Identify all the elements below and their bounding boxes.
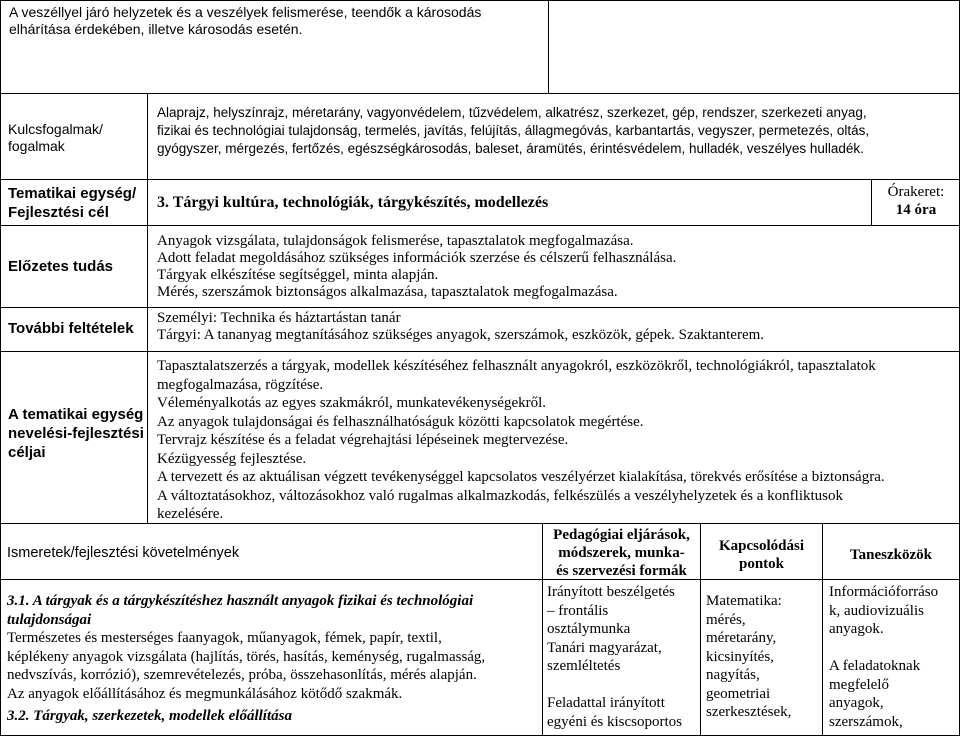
ismeretek-header: Ismeretek/fejlesztési követelmények bbox=[7, 545, 240, 561]
kapcsolodasi-body bbox=[706, 592, 821, 722]
kapcsolodasi-header bbox=[701, 537, 822, 573]
pedagogiai-body bbox=[547, 583, 699, 731]
celok-label bbox=[8, 405, 143, 462]
taneszkozok-header: Taneszközök bbox=[850, 547, 932, 563]
tematikai-label bbox=[8, 184, 143, 222]
kapcsolodasi-line-2: mérés, bbox=[706, 611, 746, 628]
celok-line-9: kezelésére. bbox=[157, 506, 224, 522]
kapcsolodasi-line-1: Matematika: bbox=[706, 593, 782, 609]
ismeretek-text-line-4: Az anyagok előállításához és megmunkálásához kötődő szakmák. bbox=[7, 685, 403, 702]
celok-line-8: A változtatásokhoz, változásokhoz való rugalmas alkalmazkodás, felkészülés a veszélyhelyzetek és a konfliktusok bbox=[157, 487, 844, 504]
orakeret-value: 14 óra bbox=[895, 202, 937, 218]
ismeretek-title-line-2: tulajdonságai bbox=[7, 611, 92, 628]
kapcsolodasi-line-5: nagyítás, bbox=[706, 667, 760, 683]
celok-line-2: megfogalmazása, rögzítése. bbox=[157, 376, 324, 393]
ismeretek-title-line-1: 3.1. A tárgyak és a tárgykészítéshez használt anyagok fizikai és technológiai bbox=[7, 593, 474, 609]
orakeret bbox=[872, 184, 960, 219]
top-line-1: A veszéllyel járó helyzetek és a veszélyek felismerése, teendők a károsodás bbox=[9, 4, 482, 20]
tovabbi-line-1: Személyi: Technika és háztartástan tanár bbox=[157, 310, 401, 326]
taneszkozok-line-4 bbox=[829, 639, 959, 658]
ismeretek-text-line-2: képlékeny anyagok vizsgálata (hajlítás, törés, hasítás, keménység, rugalmasság, bbox=[7, 648, 486, 665]
taneszkozok-line-5: A feladatoknak bbox=[829, 658, 921, 674]
kulcsfogalmak-line-1: Alaprajz, helyszínrajz, méretarány, vagyonvédelem, tűzvédelem, alkatrész, szerkezet, gép, rendszer, szerkezeti anyag, bbox=[157, 105, 867, 120]
taneszkozok-body bbox=[829, 583, 959, 731]
top-description bbox=[9, 4, 544, 38]
tematikai-title: 3. Tárgyi kultúra, technológiák, tárgykészítés, modellezés bbox=[157, 194, 549, 211]
kapcsolodasi-line-3: méretarány, bbox=[706, 630, 777, 646]
elozetes-line-1: Anyagok vizsgálata, tulajdonságok felismerése, tapasztalatok megfogalmazása. bbox=[157, 233, 634, 249]
kapcsolodasi-header-line-2: pontok bbox=[738, 556, 785, 572]
pedagogiai-line-1: Irányított beszélgetés bbox=[547, 584, 675, 600]
kulcsfogalmak-label bbox=[8, 121, 143, 155]
taneszkozok-line-3: anyagok. bbox=[829, 621, 884, 637]
pedagogiai-line-5: szemléltetés bbox=[547, 658, 621, 674]
celok-text bbox=[157, 357, 957, 524]
pedagogiai-header-line-1: Pedagógiai eljárások, bbox=[553, 527, 690, 543]
pedagogiai-line-7: Feladattal irányított bbox=[547, 695, 665, 711]
celok-line-6: Kézügyesség fejlesztése. bbox=[157, 450, 307, 467]
pedagogiai-line-3: osztálymunka bbox=[547, 621, 631, 637]
kulcsfogalmak-line-2: fizikai és technológiai tulajdonság, termelés, javítás, felújítás, állagmegóvás, karbantartás, vegyszer, permetezés, oltás, bbox=[157, 123, 870, 138]
kapcsolodasi-line-7: szerkesztések, bbox=[706, 704, 792, 720]
celok-label-line-3: céljai bbox=[8, 444, 46, 461]
kulcsfogalmak-label-line-2: fogalmak bbox=[8, 138, 65, 154]
elozetes-text bbox=[157, 233, 947, 301]
pedagogiai-line-8: egyéni és kiscsoportos bbox=[547, 713, 682, 730]
ismeretek-text-line-1: Természetes és mesterséges faanyagok, műanyagok, fémek, papír, textil, bbox=[7, 630, 442, 646]
tematikai-label-line-2: Fejlesztési cél bbox=[8, 204, 109, 221]
kulcsfogalmak-line-3: gyógyszer, mérgezés, fertőzés, egészségkárosodás, baleset, áramütés, érintésvédelem, hulladék, veszélyes hulladék. bbox=[157, 141, 864, 156]
kulcsfogalmak-label-line-1: Kulcsfogalmak/ bbox=[8, 121, 103, 137]
elozetes-line-3: Tárgyak elkészítése segítséggel, minta alapján. bbox=[157, 267, 439, 283]
kulcsfogalmak-text bbox=[157, 104, 957, 158]
celok-label-line-1: A tematikai egység bbox=[8, 406, 144, 423]
kapcsolodasi-line-4: kicsinyítés, bbox=[706, 648, 774, 665]
tovabbi-text bbox=[157, 310, 947, 344]
taneszkozok-line-6: megfelelő bbox=[829, 676, 889, 693]
elozetes-label: Előzetes tudás bbox=[8, 258, 114, 275]
elozetes-line-4: Mérés, szerszámok biztonságos alkalmazása, tapasztalatok megfogalmazása. bbox=[157, 284, 618, 300]
kapcsolodasi-line-6: geometriai bbox=[706, 685, 771, 702]
top-line-2: elhárítása érdekében, illetve károsodás esetén. bbox=[9, 21, 303, 37]
celok-label-line-2: nevelési-fejlesztési bbox=[8, 425, 144, 442]
elozetes-line-2: Adott feladat megoldásához szükséges információk szerzése és célszerű felhasználása. bbox=[157, 250, 677, 266]
ismeretek-title2: 3.2. Tárgyak, szerkezetek, modellek előállítása bbox=[7, 708, 292, 724]
tovabbi-line-2: Tárgyi: A tananyag megtanításához szükséges anyagok, szerszámok, eszközök, gépek. Szaktanterem. bbox=[157, 327, 765, 343]
kapcsolodasi-header-line-1: Kapcsolódási bbox=[718, 538, 805, 554]
tovabbi-label: További feltételek bbox=[8, 320, 134, 337]
celok-line-7: A tervezett és az aktuálisan végzett tevékenységgel kapcsolatos veszélyérzet kialakítása, törekvés erősítése a biztonságra. bbox=[157, 469, 885, 485]
pedagogiai-line-6 bbox=[547, 676, 699, 695]
pedagogiai-line-2: – frontális bbox=[547, 602, 609, 619]
ismeretek-text-line-3: nedvszívás, korrózió), szemrevételezés, próba, összehasonlítás, mérés alapján. bbox=[7, 667, 477, 683]
taneszkozok-line-1: Információforráso bbox=[829, 584, 939, 600]
taneszkozok-line-2: k, audiovizuális bbox=[829, 602, 924, 619]
celok-line-5: Tervrajz készítése és a feladat végrehajtási lépéseinek megtervezése. bbox=[157, 432, 569, 448]
pedagogiai-line-4: Tanári magyarázat, bbox=[547, 639, 662, 656]
ismeretek-body bbox=[7, 592, 539, 726]
pedagogiai-header bbox=[543, 526, 700, 580]
celok-line-3: Véleményalkotás az egyes szakmákról, munkatevékenységekről. bbox=[157, 395, 547, 411]
celok-line-4: Az anyagok tulajdonságai és felhasználhatóságuk közötti kapcsolatok megértése. bbox=[157, 413, 644, 430]
tematikai-label-line-1: Tematikai egység/ bbox=[8, 185, 137, 202]
pedagogiai-header-line-3: és szervezési formák bbox=[556, 563, 687, 579]
taneszkozok-line-8: szerszámok, bbox=[829, 713, 903, 730]
orakeret-label: Órakeret: bbox=[887, 184, 945, 200]
celok-line-1: Tapasztalatszerzés a tárgyak, modellek készítéséhez felhasznált anyagokról, eszközökről, technológiákról, tapasztalatok bbox=[157, 358, 876, 374]
pedagogiai-header-line-2: módszerek, munka- bbox=[558, 545, 685, 561]
taneszkozok-line-7: anyagok, bbox=[829, 695, 884, 711]
